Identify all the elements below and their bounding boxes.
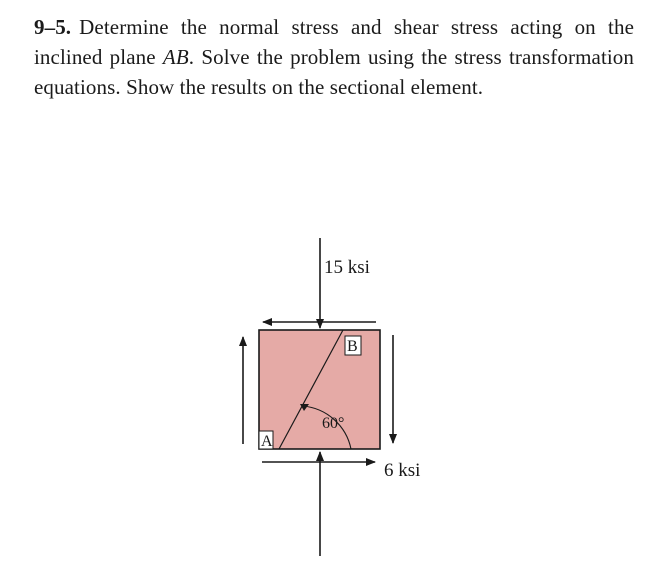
- problem-number: 9–5.: [34, 15, 72, 39]
- stress-element: [259, 330, 380, 449]
- problem-text-part2: . Solve the problem using the stress transformation equations. Show the results on the sectional element.: [34, 45, 635, 99]
- problem-text-part1: Determine the normal stress and shear stress acting on the inclined plane: [34, 15, 634, 69]
- point-a-label: A: [261, 433, 273, 450]
- point-b-label: B: [347, 338, 358, 355]
- normal-stress-label: 15 ksi: [324, 257, 370, 278]
- angle-label: 60°: [322, 415, 345, 432]
- shear-stress-label: 6 ksi: [384, 460, 421, 481]
- plane-name: AB: [162, 45, 189, 69]
